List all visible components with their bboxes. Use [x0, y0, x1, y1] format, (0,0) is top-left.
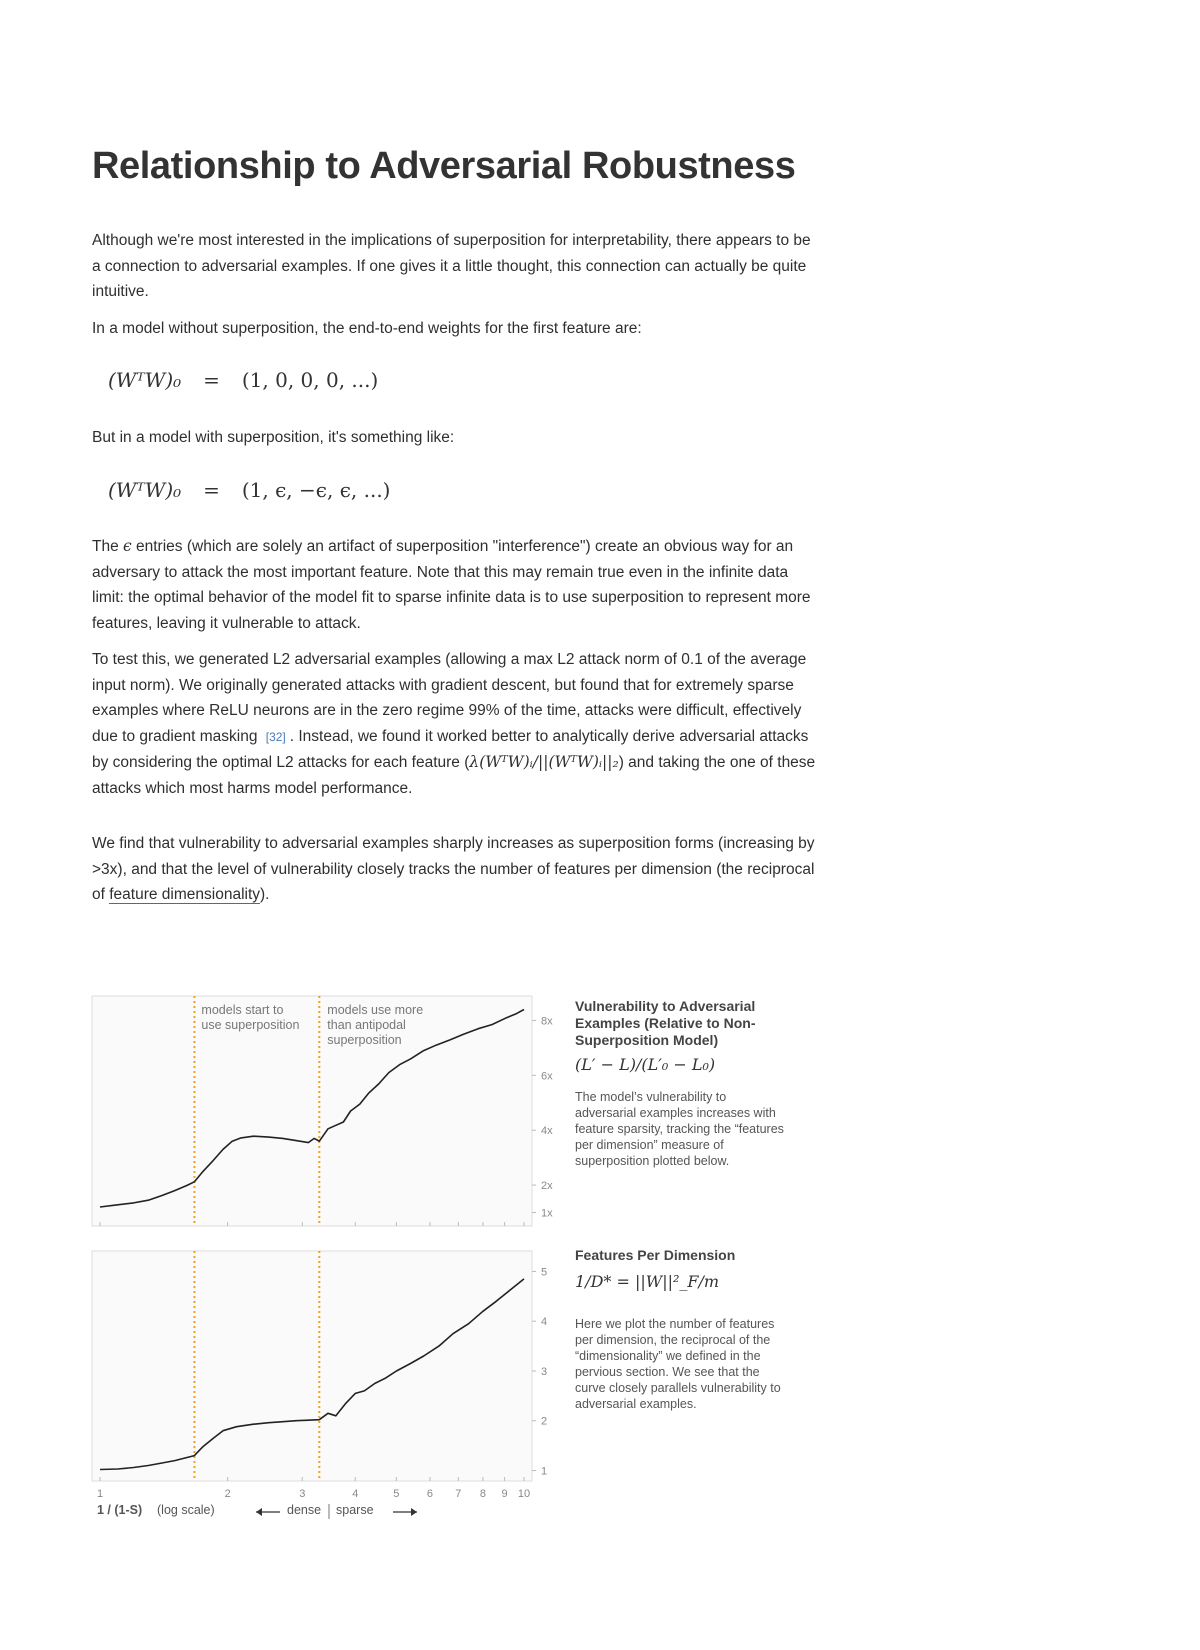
- x-tick-label: 5: [393, 1488, 400, 1500]
- text-run: We find that vulnerability to adversarial examples sharply increases as superposition forms (increasing by >3x), and that the level of vulnerability closely tracks the number of features per dimension (the reciprocal of: [92, 835, 815, 903]
- annotation-superposition-start: use superposition: [201, 1018, 300, 1032]
- top-chart-y-tick-label: 1x: [541, 1207, 553, 1220]
- bottom-chart-y-tick-label: 3: [541, 1365, 548, 1378]
- inline-formula: λ(WᵀW)ᵢ/||(WᵀW)ᵢ||₂: [469, 753, 619, 771]
- bottom-chart-formula: 1/D* = ||W||²_F/m: [575, 1272, 720, 1291]
- x-tick-label: 7: [455, 1488, 462, 1500]
- equation-rhs: (1, ϵ, −ϵ, ϵ, ...): [241, 478, 391, 502]
- top-chart-y-tick-label: 2x: [541, 1180, 553, 1193]
- bottom-chart-title: Features Per Dimension: [575, 1247, 736, 1263]
- dense-arrowhead-icon: [256, 1508, 262, 1516]
- bottom-chart-description: Here we plot the number of features per dimension, the reciprocal of the “dimensionality” we defined in the pervious section. We see that the curve closely parallels vulnerability to adversarial examples.: [575, 1317, 781, 1411]
- text-run: ) and taking the one of these attacks which most harms model performance.: [92, 754, 816, 797]
- bottom-chart-y-tick-label: 4: [541, 1316, 548, 1329]
- top-chart-formula: (L′ − L)/(L′₀ − L₀): [575, 1055, 716, 1074]
- equation-equals: =: [203, 368, 220, 392]
- annotation-more-than-antipodal: than antipodal: [327, 1018, 406, 1032]
- x-tick-label: 9: [501, 1488, 508, 1500]
- section-title: Relationship to Adversarial Robustness: [92, 145, 796, 187]
- equation-lhs: (WᵀW)₀: [108, 478, 182, 502]
- equation-rhs: (1, 0, 0, 0, ...): [241, 368, 379, 392]
- top-chart-y-tick-label: 4x: [541, 1125, 553, 1138]
- paragraph-no-superposition: In a model without superposition, the end-to-end weights for the first feature are:: [92, 320, 642, 337]
- x-tick-label: 8: [479, 1488, 486, 1500]
- x-tick-label: 1: [96, 1488, 104, 1500]
- text-run: . Instead, we found it worked better to analytically derive adversarial attacks by considering the optimal L2 attacks for each feature (: [92, 727, 809, 771]
- equation-equals: =: [203, 478, 220, 502]
- x-tick-label: 2: [224, 1488, 231, 1500]
- x-axis-scale-note: (log scale): [157, 1503, 215, 1517]
- top-chart-description: The model’s vulnerability to adversarial examples increases with feature sparsity, tracking the “features per dimension” measure of superposition plotted below.: [575, 1090, 784, 1168]
- top-chart-y-tick-label: 6x: [541, 1070, 553, 1083]
- bottom-chart-plot-area: [92, 1251, 532, 1481]
- x-tick-label: 3: [299, 1488, 306, 1500]
- x-tick-label: 4: [352, 1488, 359, 1500]
- paragraph-intro: Although we're most interested in the implications of superposition for interpretability, there appears to be a connection to adversarial examples. If one gives it a little thought, this connection can actually be quite intuitive.: [92, 232, 811, 300]
- text-run: To test this, we generated L2 adversarial examples (allowing a max L2 attack norm of 0.1 of the average input norm). We originally generated attacks with gradient descent, but found that for extremely sparse examples where ReLU neurons are in the zero regime 99% of the time, attacks were difficult, effectively due to gradient masking: [92, 651, 807, 745]
- x-axis-sparse-label: sparse: [336, 1503, 374, 1517]
- annotation-more-than-antipodal: superposition: [327, 1033, 402, 1047]
- bottom-chart-y-tick-label: 5: [541, 1266, 548, 1279]
- text-run: The: [92, 538, 124, 555]
- top-chart-title: Vulnerability to Adversarial Examples (Relative to Non-Superposition Model): [575, 998, 756, 1048]
- top-chart-y-tick-label: 8x: [541, 1015, 553, 1028]
- paragraph-with-superposition: But in a model with superposition, it's something like:: [92, 429, 455, 446]
- top-chart-plot-area: [92, 996, 532, 1226]
- x-tick-label: 6: [426, 1488, 433, 1500]
- sparse-arrowhead-icon: [411, 1508, 417, 1516]
- annotation-more-than-antipodal: models use more: [327, 1003, 424, 1017]
- citation-link[interactable]: [32]: [265, 729, 286, 744]
- text-run: ).: [260, 886, 270, 903]
- x-axis-label: 1 / (1-S): [97, 1503, 143, 1517]
- x-axis-dense-label: dense: [287, 1503, 322, 1517]
- annotation-superposition-start: models start to: [201, 1003, 284, 1017]
- epsilon-symbol: ϵ: [123, 537, 132, 555]
- feature-dimensionality-link[interactable]: feature dimensionality: [109, 886, 261, 903]
- equation-lhs: (WᵀW)₀: [108, 368, 182, 392]
- x-tick-label: 10: [517, 1488, 531, 1500]
- text-run: entries (which are solely an artifact of superposition "interference") create an obvious way for an adversary to attack the most important feature. Note that this may remain true even in the infinite data limit: the optimal behavior of the model fit to sparse infinite data is to use superposition to represent more features, leaving it vulnerable to attack.: [92, 538, 811, 632]
- bottom-chart-y-tick-label: 1: [541, 1465, 548, 1478]
- bottom-chart-y-tick-label: 2: [541, 1415, 548, 1428]
